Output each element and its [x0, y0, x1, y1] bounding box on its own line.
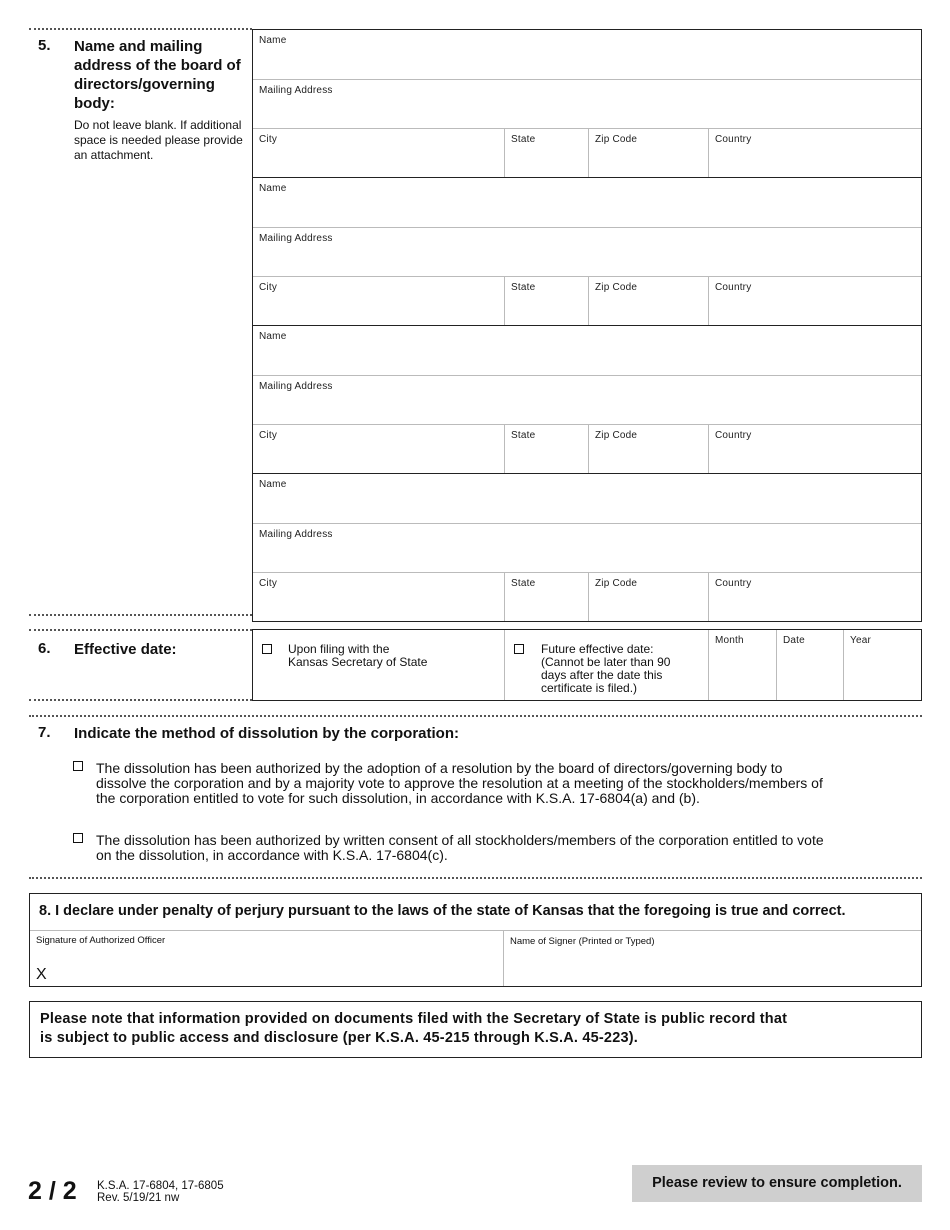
resolution-vote-line-1: The dissolution has been authorized by the adoption of a resolution by the board of directors/governing body to: [96, 760, 783, 776]
future-date-line-4: certificate is filed.): [541, 681, 638, 695]
notice-line-2: is subject to public access and disclosure (per K.S.A. 45-215 through K.S.A. 45-223).: [40, 1030, 638, 1046]
country-label: Country: [715, 282, 752, 293]
dotted-divider: [29, 614, 252, 616]
section-6-number: 6.: [38, 640, 51, 657]
name-field[interactable]: [253, 474, 921, 523]
written-consent-option: [96, 833, 922, 863]
name-label: Name: [259, 331, 287, 342]
board-entry-4: [253, 473, 921, 621]
mailing-address-field[interactable]: [253, 375, 921, 424]
state-label: State: [511, 430, 536, 441]
section-5-note: Do not leave blank. If additional space is needed please provide an attachment.: [74, 118, 243, 162]
future-date-option[interactable]: [504, 630, 708, 700]
future-date-line-1: Future effective date:: [541, 642, 654, 656]
mailing-address-field[interactable]: [253, 227, 921, 276]
dotted-divider: [29, 699, 252, 701]
effective-date-grid: [252, 629, 922, 701]
declaration-text: 8. I declare under penalty of perjury pursuant to the laws of the state of Kansas that the foregoing is true and correct.: [30, 894, 921, 931]
name-field[interactable]: [253, 178, 921, 227]
mailing-address-label: Mailing Address: [259, 529, 333, 540]
zip-code-field[interactable]: [588, 425, 708, 473]
resolution-vote-line-3: the corporation entitled to vote for such dissolution, in accordance with K.S.A. 17-6804(a) and (b).: [96, 790, 700, 806]
dotted-divider: [29, 629, 252, 631]
upon-filing-option[interactable]: [253, 630, 504, 700]
signature-mark: X: [36, 966, 47, 983]
country-label: Country: [715, 134, 752, 145]
city-field[interactable]: [253, 277, 504, 325]
section-5-title: Name and mailing address of the board of directors/governing body:: [74, 38, 241, 112]
resolution-vote-option: [96, 761, 922, 806]
mailing-address-label: Mailing Address: [259, 381, 333, 392]
revision-date: Rev. 5/19/21 nw: [97, 1192, 180, 1204]
name-field[interactable]: [253, 326, 921, 375]
zip-code-field[interactable]: [588, 573, 708, 621]
name-label: Name: [259, 479, 287, 490]
mailing-address-field[interactable]: [253, 523, 921, 572]
city-field[interactable]: [253, 129, 504, 177]
zip-code-label: Zip Code: [595, 430, 638, 441]
country-label: Country: [715, 430, 752, 441]
notice-line-1: Please note that information provided on documents filed with the Secretary of State is public record that: [40, 1011, 788, 1027]
year-field[interactable]: [843, 630, 921, 700]
statute-reference: K.S.A. 17-6804, 17-6805: [97, 1180, 224, 1192]
zip-code-label: Zip Code: [595, 134, 638, 145]
country-field[interactable]: [708, 277, 921, 325]
future-date-label: [541, 643, 670, 695]
year-label: Year: [850, 635, 872, 646]
mailing-address-label: Mailing Address: [259, 233, 333, 244]
future-date-checkbox[interactable]: [514, 644, 524, 654]
dotted-divider: [29, 715, 922, 717]
city-label: City: [259, 430, 278, 441]
board-address-grid: [252, 29, 922, 622]
board-entry-1: [253, 30, 921, 177]
zip-code-label: Zip Code: [595, 282, 638, 293]
section-7-number: 7.: [38, 724, 51, 741]
resolution-vote-line-2: dissolve the corporation and by a majority vote to approve the resolution at a meeting of the stockholders/members of: [96, 775, 823, 791]
country-label: Country: [715, 578, 752, 589]
mailing-address-field[interactable]: [253, 79, 921, 128]
declaration-box: [29, 893, 922, 987]
signature-label: Signature of Authorized Officer: [36, 935, 166, 946]
zip-code-field[interactable]: [588, 277, 708, 325]
footer-reference: [97, 1180, 224, 1204]
country-field[interactable]: [708, 129, 921, 177]
upon-filing-line-2: Kansas Secretary of State: [288, 655, 428, 669]
future-date-line-2: (Cannot be later than 90: [541, 655, 671, 669]
section-5-number: 5.: [38, 37, 51, 54]
written-consent-line-1: The dissolution has been authorized by written consent of all stockholders/members of the corporation entitled to vote: [96, 832, 824, 848]
board-entry-3: [253, 325, 921, 473]
country-field[interactable]: [708, 573, 921, 621]
signer-name-label: Name of Signer (Printed or Typed): [510, 936, 655, 947]
signer-name-field[interactable]: [504, 931, 921, 986]
upon-filing-label: [288, 643, 427, 669]
dotted-divider: [29, 28, 252, 30]
signature-field[interactable]: [30, 931, 504, 986]
state-field[interactable]: [504, 425, 588, 473]
city-label: City: [259, 134, 278, 145]
state-label: State: [511, 134, 536, 145]
state-label: State: [511, 282, 536, 293]
state-label: State: [511, 578, 536, 589]
review-completion-banner: Please review to ensure completion.: [632, 1165, 922, 1202]
section-6-title: Effective date:: [74, 641, 177, 658]
board-entry-2: [253, 177, 921, 325]
date-label: Date: [783, 635, 805, 646]
city-field[interactable]: [253, 425, 504, 473]
dotted-divider: [29, 877, 922, 879]
resolution-vote-checkbox[interactable]: [73, 761, 83, 771]
name-field[interactable]: [253, 30, 921, 79]
country-field[interactable]: [708, 425, 921, 473]
section-7-title: Indicate the method of dissolution by the corporation:: [74, 725, 460, 742]
upon-filing-line-1: Upon filing with the: [288, 642, 390, 656]
public-record-notice: [29, 1001, 922, 1058]
upon-filing-checkbox[interactable]: [262, 644, 272, 654]
written-consent-line-2: on the dissolution, in accordance with K.S.A. 17-6804(c).: [96, 847, 448, 863]
zip-code-label: Zip Code: [595, 578, 638, 589]
city-label: City: [259, 282, 278, 293]
city-label: City: [259, 578, 278, 589]
page-number: 2 / 2: [28, 1177, 77, 1205]
month-field[interactable]: [708, 630, 776, 700]
name-label: Name: [259, 183, 287, 194]
name-label: Name: [259, 35, 287, 46]
state-field[interactable]: [504, 573, 588, 621]
mailing-address-label: Mailing Address: [259, 85, 333, 96]
state-field[interactable]: [504, 277, 588, 325]
zip-code-field[interactable]: [588, 129, 708, 177]
city-field[interactable]: [253, 573, 504, 621]
written-consent-checkbox[interactable]: [73, 833, 83, 843]
future-date-line-3: days after the date this: [541, 668, 663, 682]
month-label: Month: [715, 635, 744, 646]
date-field[interactable]: [776, 630, 843, 700]
state-field[interactable]: [504, 129, 588, 177]
